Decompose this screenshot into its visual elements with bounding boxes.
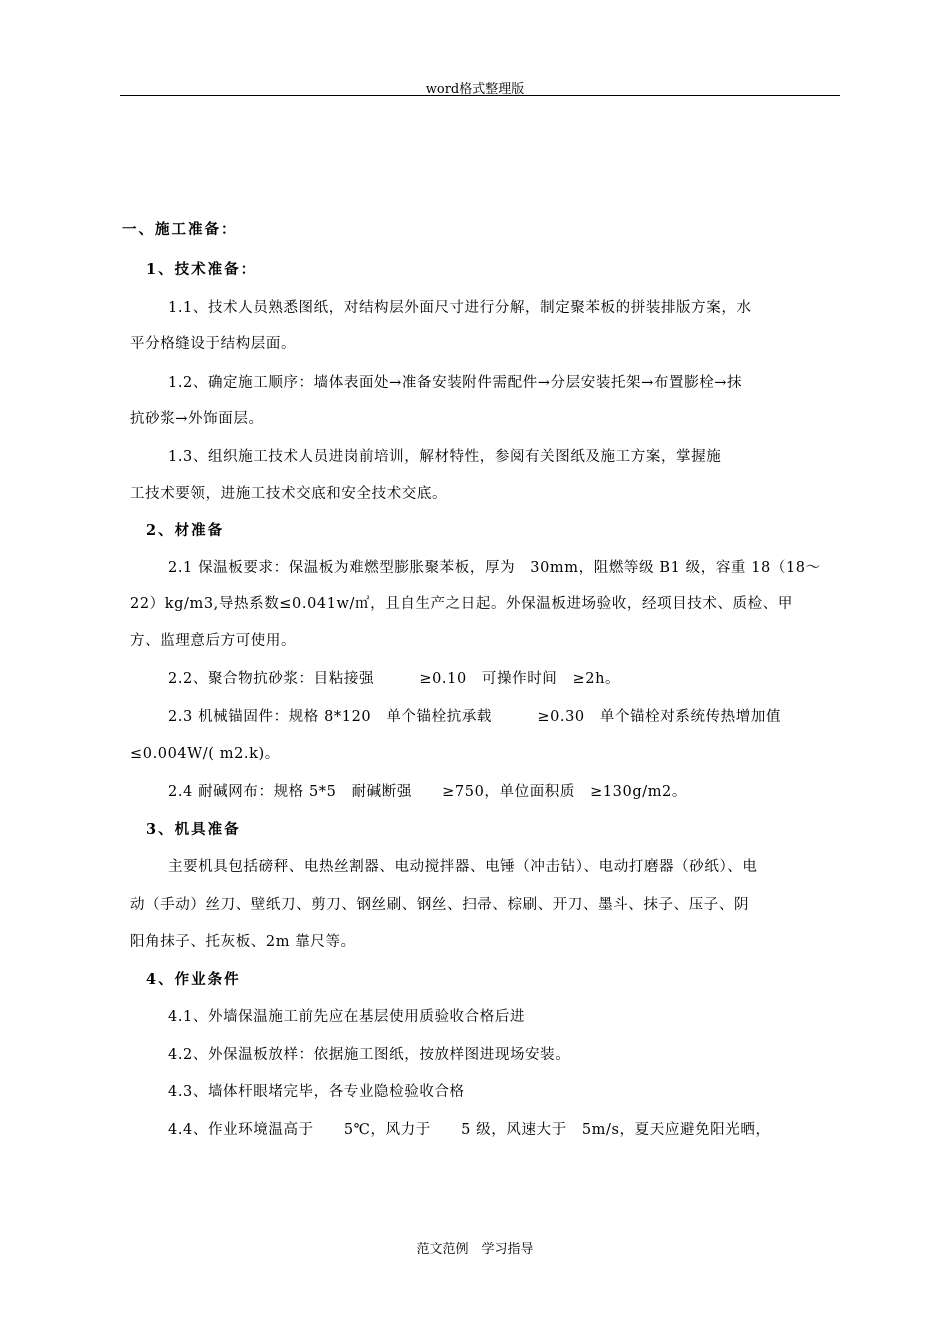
paragraph-2-4: 2.4 耐碱网布：规格 5*5 耐碱断强 ≥750，单位面积质 ≥130g/m2。	[168, 784, 687, 800]
paragraph-3-line-3: 阳角抹子、托灰板、2m 靠尺等。	[130, 934, 356, 950]
page-footer: 范文范例 学习指导	[416, 1242, 534, 1257]
paragraph-2-1-line-2: 22）kg/m3,导热系数≤0.041w/㎡，且自生产之日起。外保温板进场验收，经项目技术、质检、甲	[130, 596, 793, 612]
paragraph-1-2-line-1: 1.2、确定施工顺序：墙体表面处→准备安装附件需配件→分层安装托架→布置膨栓→抹	[168, 375, 743, 391]
paragraph-1-3-line-1: 1.3、组织施工技术人员进岗前培训，解材特性，参阅有关图纸及施工方案，掌握施	[168, 449, 722, 465]
paragraph-4-2: 4.2、外保温板放样：依据施工图纸，按放样图进现场安装。	[168, 1047, 571, 1063]
paragraph-2-2: 2.2、聚合物抗砂浆：目粘接强 ≥0.10 可操作时间 ≥2h。	[168, 671, 621, 687]
paragraph-1-1-line-1: 1.1、技术人员熟悉图纸，对结构层外面尺寸进行分解，制定聚苯板的拼装排版方案，水	[168, 300, 752, 316]
paragraph-1-3-line-2: 工技术要领，进施工技术交底和安全技术交底。	[130, 486, 448, 502]
subsection-material-prep-title: 2、材准备	[146, 522, 225, 539]
paragraph-4-1: 4.1、外墙保温施工前先应在基层使用质验收合格后进	[168, 1009, 526, 1025]
paragraph-2-3-line-2: ≤0.004W/( m2.k)。	[130, 746, 280, 762]
paragraph-2-3-line-1: 2.3 机械锚固件：规格 8*120 单个锚栓抗承载 ≥0.30 单个锚栓对系统传热增加值	[168, 709, 782, 725]
paragraph-4-4: 4.4、作业环境温高于 5℃，风力于 5 级，风速大于 5m/s，夏天应避免阳光晒，	[168, 1122, 771, 1138]
paragraph-4-3: 4.3、墙体杆眼堵完毕，各专业隐检验收合格	[168, 1084, 465, 1100]
section-heading-construction-prep: 一、施工准备：	[122, 221, 238, 238]
subsection-technical-prep-title: 1、技术准备：	[146, 261, 258, 278]
subsection-work-conditions-title: 4、作业条件	[146, 971, 241, 988]
subsection-equipment-prep-title: 3、机具准备	[146, 821, 241, 838]
paragraph-2-1-line-1: 2.1 保温板要求：保温板为难燃型膨胀聚苯板，厚为 30mm，阻燃等级 B1 级，容重 18（18～	[168, 560, 821, 576]
paragraph-3-line-1: 主要机具包括磅秤、电热丝割器、电动搅拌器、电锤（冲击钻）、电动打磨器（砂纸）、电	[168, 859, 758, 875]
header-rule	[120, 95, 840, 96]
paragraph-3-line-2: 动（手动）丝刀、壁纸刀、剪刀、钢丝刷、钢丝、扫帚、棕刷、开刀、墨斗、抹子、压子、阴	[130, 897, 750, 913]
paragraph-1-1-line-2: 平分格缝设于结构层面。	[130, 336, 297, 352]
paragraph-1-2-line-2: 抗砂浆→外饰面层。	[130, 411, 264, 427]
paragraph-2-1-line-3: 方、监理意后方可使用。	[130, 633, 297, 649]
page-header: word格式整理版	[425, 82, 525, 97]
